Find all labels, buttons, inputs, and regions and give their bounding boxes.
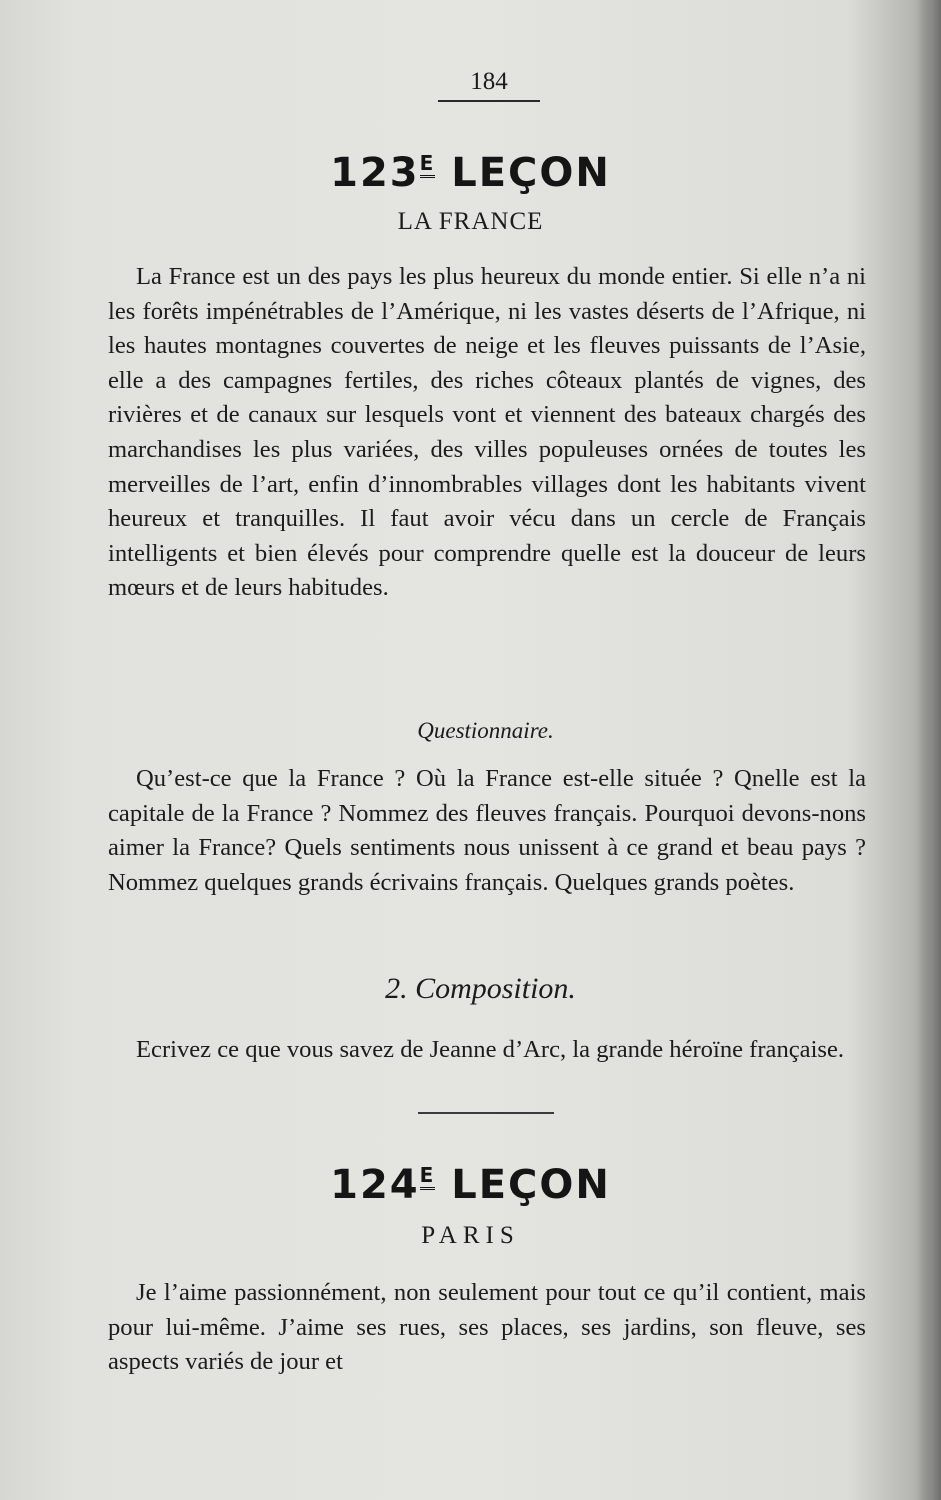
lesson-ordinal-suffix: E	[420, 1163, 436, 1190]
lesson-123-title: LA FRANCE	[397, 208, 544, 235]
composition-heading	[0, 972, 941, 1006]
lesson-124-text: Je l’aime passionnément, non seulement pour tout ce qu’il contient, mais pour lui-même. J’aime ses rues, ses places, ses jardins, son fleuve, ses aspects variés de jour et	[108, 1279, 866, 1376]
lesson-124-heading	[0, 1162, 941, 1208]
questionnaire-text: Qu’est-ce que la France ? Où la France est-elle située ? Qnelle est la capitale de la France ? Nommez des fleuves français. Pourquoi devons-nons aimer la France? Quels sentiments nous unissent à ce grand et beau pays ? Nommez quelques grands écrivains français. Quelques grands poètes.	[108, 765, 866, 896]
lesson-123-text: La France est un des pays les plus heureux du monde entier. Si elle n’a ni les forêts impénétrables de l’Amérique, ni les vastes déserts de l’Afrique, ni les hautes montagnes couvertes de neige et les fleuves puissants de l’Asie, elle a des campagnes fertiles, des riches côteaux plantés de vignes, des rivières et de canaux sur lesquels vont et viennent des bateaux chargés des marchandises les plus variées, des villes populeuses ornées de toutes les merveilles de l’art, enfin d’innombrables villages dont les habitants vivent heureux et tranquilles. Il faut avoir vécu dans un cercle de Français intelligents et bien élevés pour comprendre quelle est la douceur de leurs mœurs et de leurs habitudes.	[108, 263, 866, 602]
composition-text: Ecrivez ce que vous savez de Jeanne d’Arc, la grande héroïne française.	[136, 1036, 845, 1063]
lesson-123-heading	[0, 150, 941, 196]
lesson-124-title: PARIS	[421, 1222, 520, 1249]
section-divider	[418, 1112, 554, 1114]
questionnaire-heading: Questionnaire.	[417, 718, 554, 743]
lesson-word: LEÇON	[451, 150, 611, 196]
composition-label: Composition.	[415, 972, 576, 1005]
lesson-number: 124	[330, 1162, 420, 1208]
lesson-number: 123	[330, 150, 420, 196]
composition-number: 2.	[385, 972, 408, 1005]
lesson-word: LEÇON	[451, 1162, 611, 1208]
lesson-ordinal-suffix: E	[420, 151, 436, 178]
page-number: 184	[438, 66, 540, 102]
